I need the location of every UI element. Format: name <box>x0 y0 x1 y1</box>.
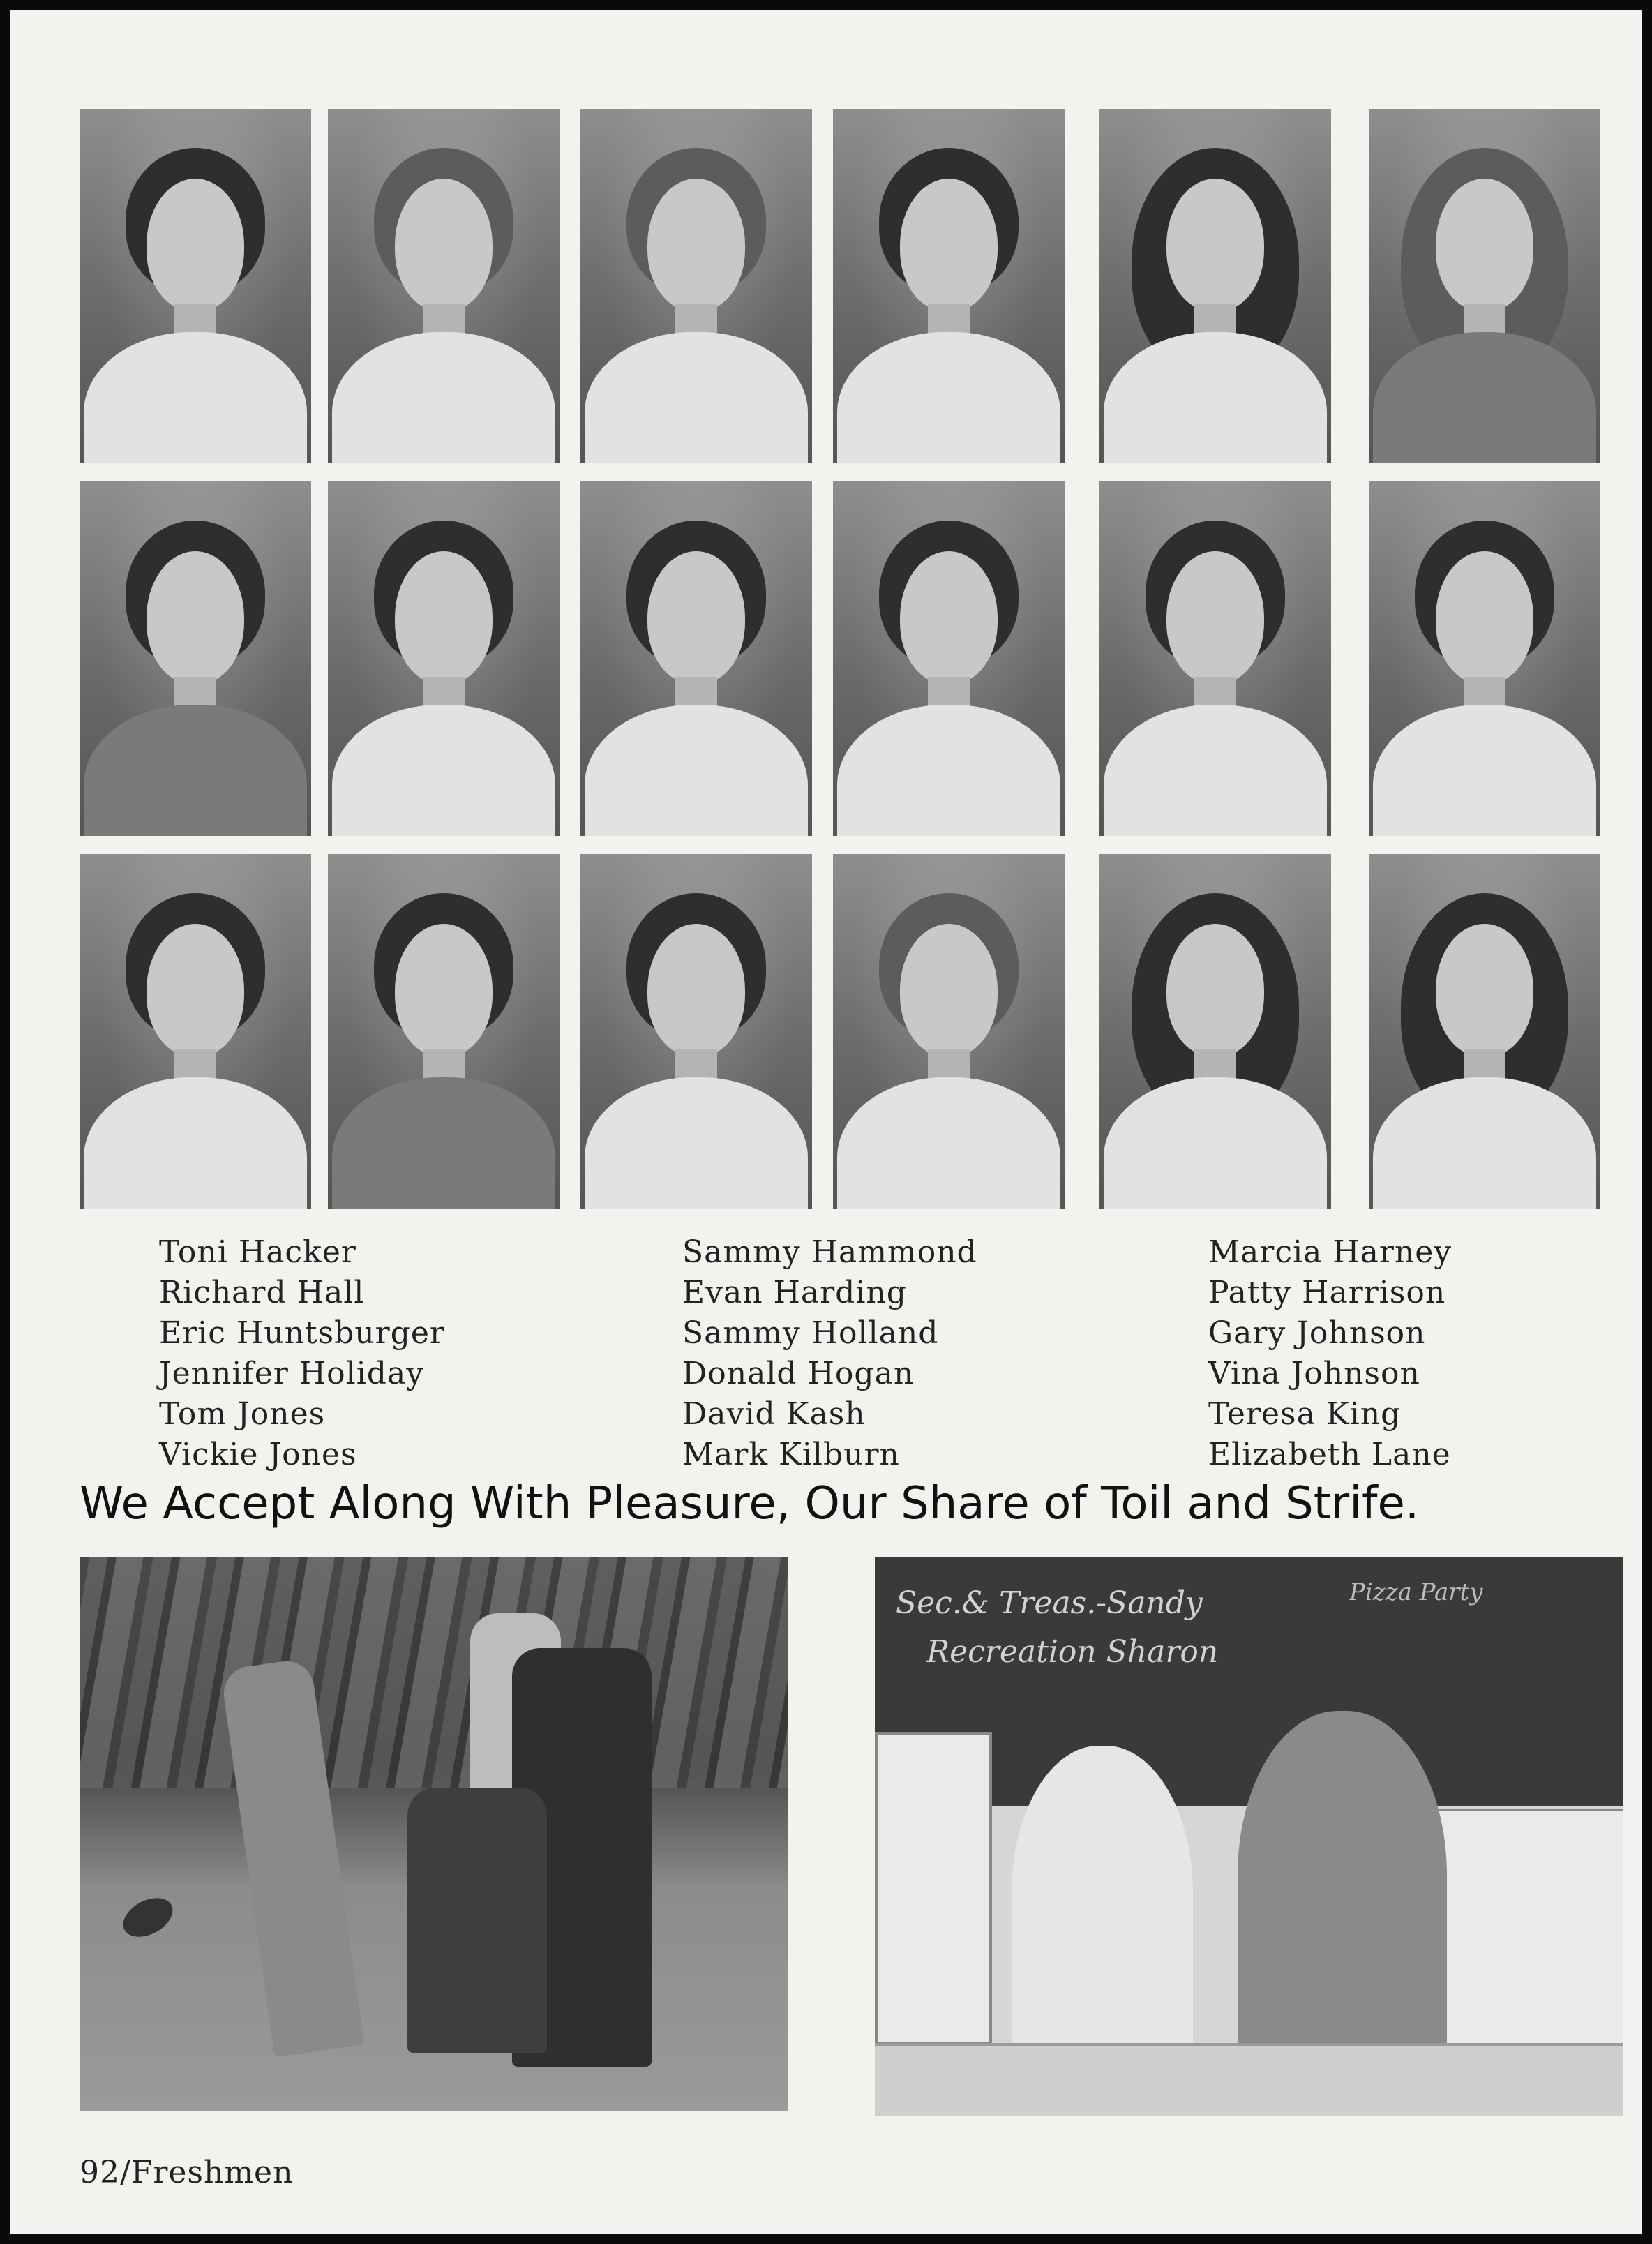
portrait-photo <box>1099 481 1331 836</box>
football <box>117 1890 179 1945</box>
portrait-photo <box>328 854 560 1209</box>
portrait-photo <box>580 109 812 463</box>
portrait-photo <box>833 854 1065 1209</box>
trees-background <box>80 1557 788 1788</box>
portrait-photo <box>328 481 560 836</box>
classroom-photo <box>875 1557 1623 2116</box>
yearbook-page <box>10 10 1642 2234</box>
portrait-photo <box>833 481 1065 836</box>
portrait-photo <box>1099 109 1331 463</box>
student-name: Toni Hacker <box>159 1234 356 1270</box>
student-name: Mark Kilburn <box>682 1437 900 1472</box>
student-name: Vina Johnson <box>1208 1356 1420 1391</box>
stove <box>1433 1809 1623 2049</box>
page-folio: 92/Freshmen <box>80 2155 294 2190</box>
chalkboard-text: Recreation Sharon <box>926 1634 1219 1670</box>
names-column-3 <box>1208 1232 1452 1475</box>
student-name: Tom Jones <box>159 1396 326 1432</box>
portrait-photo <box>80 109 311 463</box>
portrait-photo <box>580 481 812 836</box>
student-name: Patty Harrison <box>1208 1275 1446 1310</box>
portrait-photo <box>80 481 311 836</box>
names-column-1 <box>159 1232 445 1475</box>
portrait-photo <box>1099 854 1331 1209</box>
student-name: Richard Hall <box>159 1275 365 1310</box>
portrait-photo <box>1369 481 1600 836</box>
student-name: David Kash <box>682 1396 866 1432</box>
chalkboard-text: Pizza Party <box>1349 1578 1483 1606</box>
page-headline: We Accept Along With Pleasure, Our Share of Toil and Strife. <box>80 1478 1420 1529</box>
desk <box>875 2043 1623 2116</box>
portrait-photo <box>80 854 311 1209</box>
portrait-photo <box>833 109 1065 463</box>
student-name: Teresa King <box>1208 1396 1402 1432</box>
student-name: Sammy Hammond <box>682 1234 977 1270</box>
student-name: Eric Huntsburger <box>159 1315 445 1351</box>
student-name: Jennifer Holiday <box>159 1356 425 1391</box>
player-figure <box>407 1788 547 2053</box>
student-name: Gary Johnson <box>1208 1315 1426 1351</box>
portrait-photo <box>1369 854 1600 1209</box>
student-name: Evan Harding <box>682 1275 907 1310</box>
student-name: Sammy Holland <box>682 1315 939 1351</box>
student-figure <box>1238 1711 1447 2053</box>
student-name: Elizabeth Lane <box>1208 1437 1451 1472</box>
student-name: Donald Hogan <box>682 1356 915 1391</box>
stove <box>875 1732 992 2044</box>
chalkboard-text: Sec.& Treas.-Sandy <box>896 1585 1203 1621</box>
names-column-2 <box>682 1232 977 1475</box>
student-name: Vickie Jones <box>159 1437 357 1472</box>
portrait-photo <box>580 854 812 1209</box>
portrait-photo <box>1369 109 1600 463</box>
student-figure <box>1012 1746 1193 2053</box>
student-name: Marcia Harney <box>1208 1234 1452 1270</box>
portrait-photo <box>328 109 560 463</box>
football-photo <box>80 1557 788 2111</box>
